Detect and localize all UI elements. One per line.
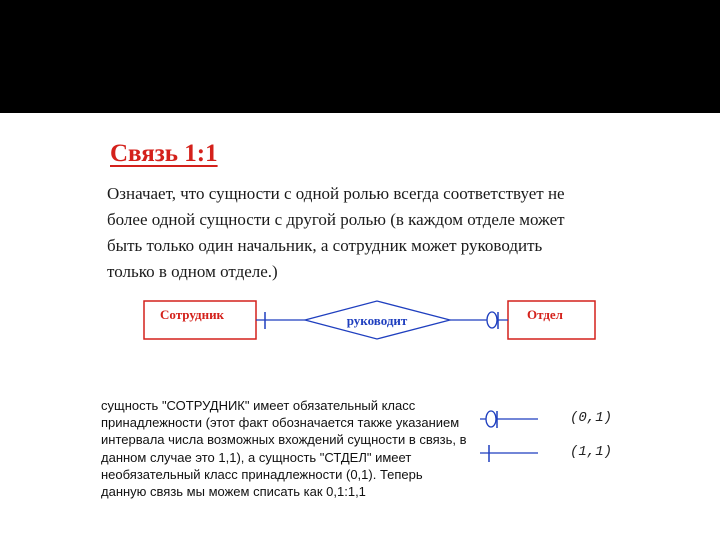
paragraph-line: быть только один начальник, а сотрудник может руководить [107, 236, 543, 255]
note-line: данную связь мы можем списать как 0,1:1,1 [101, 484, 366, 500]
entity-label-department: Отдел [527, 307, 563, 322]
legend-label-optional: (0,1) [570, 410, 613, 426]
paragraph-line: более одной сущности с другой ролью (в каждом отделе может [107, 210, 565, 229]
note-line: принадлежности (этот факт обозначается также указанием [101, 415, 460, 431]
cardinality-circle-right [487, 312, 497, 328]
note-line: необязательный класс принадлежности (0,1). Теперь [101, 466, 423, 482]
paragraph-line: только в одном отделе.) [107, 262, 278, 281]
legend-circle-icon [486, 411, 496, 427]
note-line: сущность "СОТРУДНИК" имеет обязательный класс [101, 398, 416, 413]
note-line: данном случае это 1,1), а сущность "СТДЕЛ" имеет [101, 449, 412, 465]
slide-title: Связь 1:1 [110, 140, 218, 167]
legend-label-mandatory: (1,1) [570, 444, 613, 460]
relationship-label: руководит [346, 313, 408, 328]
explanation-note [101, 397, 481, 500]
entity-label-employee: Сотрудник [160, 307, 225, 322]
paragraph-line: Означает, что сущности с одной ролью всегда соответствует не [107, 184, 565, 203]
note-line: интервала числа возможных вхождений сущности в связь, в [101, 432, 467, 448]
